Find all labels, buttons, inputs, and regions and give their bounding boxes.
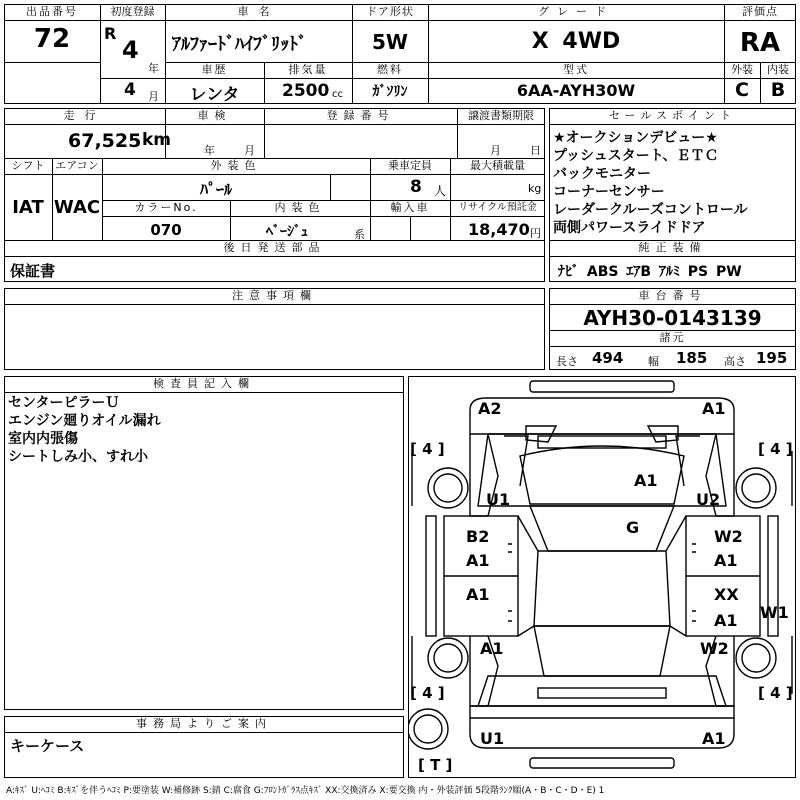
tire-rear-left: [ 4 ] xyxy=(410,684,445,702)
sales-point-2: プッシュスタート、ＥＴＣ xyxy=(553,148,719,164)
capacity-label: 乗車定員 xyxy=(388,159,432,172)
max-load-label: 最大積載量 xyxy=(470,159,525,172)
tire-front-right: [ 4 ] xyxy=(758,440,793,458)
inspection-year-unit: 年 xyxy=(204,144,215,157)
damage-right-quarter: W2 xyxy=(700,639,729,658)
int-color-label: 内装色 xyxy=(274,201,326,214)
damage-left-quarter: A1 xyxy=(480,639,504,658)
office-label: 事務局よりご案内 xyxy=(136,717,272,730)
damage-left-front-door-2: A1 xyxy=(466,551,490,570)
grade-label: グレード xyxy=(538,5,614,18)
exterior-label: 外装 xyxy=(731,63,753,76)
ext-color-label: 外装色 xyxy=(210,159,262,172)
inspection-label: 車検 xyxy=(197,109,232,122)
damage-left-rear-door: A1 xyxy=(466,585,490,604)
displacement-label: 排気量 xyxy=(288,63,328,76)
sales-point-4: コーナーセンサー xyxy=(553,184,665,200)
max-load-unit: kg xyxy=(528,182,542,195)
displacement-value: 2500 xyxy=(282,81,330,101)
tire-front-left: [ 4 ] xyxy=(410,440,445,458)
score-label: 評価点 xyxy=(742,5,778,18)
color-no-value: 070 xyxy=(150,221,182,239)
equipment-value: ﾅﾋﾞ ABS ｴｱB ｱﾙﾐ PS PW xyxy=(558,264,742,280)
specs-label: 諸元 xyxy=(659,331,686,344)
chassis-label: 車台番号 xyxy=(638,289,707,302)
year-unit: 年 xyxy=(148,62,159,75)
capacity-unit: 人 xyxy=(434,184,447,198)
damage-left-fender: U1 xyxy=(486,490,511,509)
later-parts-label: 後日発送部品 xyxy=(223,241,326,254)
year-value: 4 xyxy=(122,36,139,64)
color-no-label: カラーNo. xyxy=(134,201,198,214)
damage-right-rear-door-2: A1 xyxy=(714,611,738,630)
history-label: 車歴 xyxy=(201,63,228,76)
damage-hood: A1 xyxy=(634,471,658,490)
transfer-deadline-label: 譲渡書類期限 xyxy=(468,109,534,122)
width-value: 185 xyxy=(676,349,708,367)
damage-front-right: A1 xyxy=(702,399,726,418)
length-value: 494 xyxy=(592,349,624,367)
displacement-unit: cc xyxy=(332,89,343,100)
grade-value: X 4WD xyxy=(531,29,621,54)
reg-number-label: 登録番号 xyxy=(326,109,395,122)
aircon-label: エアコン xyxy=(55,159,99,172)
interior-label: 内装 xyxy=(767,63,789,76)
mileage-label: 走行 xyxy=(63,109,106,122)
height-value: 195 xyxy=(756,349,788,367)
car-name-value: ｱﾙﾌｧｰﾄﾞﾊｲﾌﾞﾘｯﾄﾞ xyxy=(172,34,307,55)
length-label: 長さ xyxy=(556,355,578,368)
sales-points-label: セールスポイント xyxy=(608,109,736,122)
score-value: RA xyxy=(739,28,781,58)
shift-value: IAT xyxy=(12,197,44,218)
inspector-label: 検査員記入欄 xyxy=(153,377,255,390)
import-label: 輸入車 xyxy=(390,201,430,214)
width-label: 幅 xyxy=(648,355,659,368)
sales-point-3: バックモニター xyxy=(553,166,651,182)
mileage-value: 67,525 xyxy=(68,130,142,152)
inspection-month-unit: 月 xyxy=(244,144,255,157)
month-unit: 月 xyxy=(148,90,159,103)
car-diagram xyxy=(408,376,796,778)
month-value: 4 xyxy=(124,80,136,100)
damage-rear-right: A1 xyxy=(702,729,726,748)
model-value: 6AA-AYH30W xyxy=(516,81,636,100)
damage-right-sill: W1 xyxy=(760,603,789,622)
capacity-value: 8 xyxy=(410,177,422,197)
height-label: 高さ xyxy=(724,355,746,368)
fuel-label: 燃料 xyxy=(377,63,403,76)
lot-number-value: 72 xyxy=(33,24,71,54)
tire-rear-right: [ 4 ] xyxy=(758,684,793,702)
inspector-note-2: エンジン廻りオイル漏れ xyxy=(8,413,161,429)
ext-color-value: ﾊﾟｰﾙ xyxy=(199,180,232,199)
first-registration-label: 初度登録 xyxy=(110,5,155,18)
sales-point-1: ★オークションデビュー★ xyxy=(553,130,718,146)
damage-right-front-door-2: A1 xyxy=(714,551,738,570)
fuel-value: ｶﾞｿﾘﾝ xyxy=(372,84,408,100)
door-label: ドア形状 xyxy=(366,5,414,18)
damage-rear-left: U1 xyxy=(480,729,505,748)
inspector-note-3: 室内内張傷 xyxy=(8,431,78,447)
inspector-note-4: シートしみ小、すれ小 xyxy=(8,449,148,465)
int-color-value: ﾍﾞｰｼﾞｭ xyxy=(266,224,308,240)
model-label: 型式 xyxy=(563,63,589,76)
sales-point-6: 両側パワースライドドア xyxy=(553,220,706,236)
legend-text: A:ｷｽﾞ U:ﾍｺﾐ B:ｷｽﾞを伴うﾍｺﾐ P:要塗装 W:補修跡 S:錆 C:腐食 G:ﾌﾛﾝﾄｶﾞﾗｽ点ｷｽﾞ XX:交換済み X:要交換 内・外装評価 5段階ﾗﾝｸ順(A・B・C・D・E) 1 xyxy=(6,786,605,796)
chassis-value: AYH30-0143139 xyxy=(583,306,762,330)
exterior-value: C xyxy=(735,79,749,101)
damage-right-fender: U2 xyxy=(696,490,721,509)
recycle-value: 18,470 xyxy=(468,220,530,239)
shift-label: シフト xyxy=(11,159,45,172)
mileage-unit: km xyxy=(142,130,172,150)
office-value: キーケース xyxy=(10,737,85,755)
tire-spare: [ T ] xyxy=(418,756,453,774)
door-value: 5W xyxy=(372,30,408,54)
sales-point-5: レーダークルーズコントロール xyxy=(553,202,748,218)
car-name-label: 車名 xyxy=(237,5,280,18)
caution-label: 注意事項欄 xyxy=(232,289,317,302)
inspector-note-1: センターピラーＵ xyxy=(8,395,120,411)
transfer-day-unit: 日 xyxy=(530,144,541,157)
era-value: R xyxy=(104,24,117,43)
equipment-label: 純正装備 xyxy=(638,241,707,254)
interior-value: B xyxy=(770,79,786,101)
int-color-unit: 系 xyxy=(354,228,365,241)
later-parts-value: 保証書 xyxy=(10,262,56,280)
damage-left-front-door-1: B2 xyxy=(466,527,490,546)
recycle-label: リサイクル預託金 xyxy=(458,202,537,213)
aircon-value: WAC xyxy=(53,197,101,218)
damage-right-rear-door-1: XX xyxy=(714,585,739,604)
transfer-month-unit: 月 xyxy=(490,144,501,157)
recycle-unit: 円 xyxy=(530,227,541,240)
damage-windshield: G xyxy=(626,518,640,537)
lot-number-label: 出品番号 xyxy=(26,5,78,18)
damage-right-front-door-1: W2 xyxy=(714,527,743,546)
history-value: レンタ xyxy=(189,85,240,105)
damage-front-left: A2 xyxy=(478,399,502,418)
